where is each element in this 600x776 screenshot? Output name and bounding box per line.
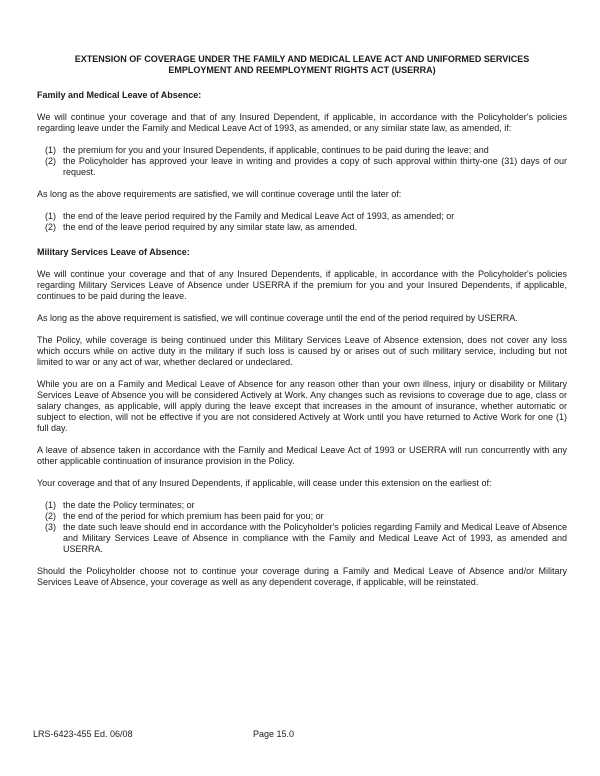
reinstated-paragraph: Should the Policyholder choose not to continue your coverage during a Family and Medical Leave of Absence and/or Military Services Leave of Absence, your coverage as well as any dependent coverage, if applicable, will be reinstated. <box>37 566 567 587</box>
cease-intro-paragraph: Your coverage and that of any Insured Dependents, if applicable, will cease under this extension on the earliest of: <box>37 478 492 488</box>
list-item-number: (1) <box>45 500 56 510</box>
list-item-number: (3) <box>45 522 56 532</box>
list-item-text: the premium for you and your Insured Dependents, if applicable, continues to be paid during the leave; and <box>63 145 489 155</box>
actively-at-work-paragraph: While you are on a Family and Medical Leave of Absence for any reason other than your own illness, injury or disability or Military Services Leave of Absence you will be considered Actively at Work. Any changes such as revisions to coverage due to age, class or salary changes, as applicable, will apply during the leave except that increases in the amount of insurance, whether automatic or subject to election, will not be effective if you are not considered Actively at Work until you have returned to Active Work for one (1) full day. <box>37 379 567 433</box>
list-item-number: (2) <box>45 156 56 166</box>
military-requirement-paragraph: As long as the above requirement is satisfied, we will continue coverage until the end of the period required by USERRA. <box>37 313 518 323</box>
list-item-number: (2) <box>45 222 56 232</box>
list-item-text: the date the Policy terminates; or <box>63 500 195 510</box>
concurrent-leave-paragraph: A leave of absence taken in accordance with the Family and Medical Leave Act of 1993 or USERRA will run concurrently with any other applicable continuation of insurance provision in the Policy. <box>37 445 567 466</box>
list-item <box>45 222 567 233</box>
footer-page-number: Page 15.0 <box>253 729 295 739</box>
document-title <box>37 54 567 76</box>
cease-conditions-list <box>37 500 567 555</box>
list-item <box>45 145 567 156</box>
list-item <box>45 211 567 222</box>
document-title-line-2: EMPLOYMENT AND REEMPLOYMENT RIGHTS ACT (USERRA) <box>168 65 436 75</box>
list-item-text: the Policyholder has approved your leave in writing and provides a copy of such approval within thirty-one (31) days of our request. <box>63 156 567 177</box>
document-title-line-1: EXTENSION OF COVERAGE UNDER THE FAMILY AND MEDICAL LEAVE ACT AND UNIFORMED SERVICES <box>74 54 530 64</box>
fmla-requirements-paragraph: As long as the above requirements are satisfied, we will continue coverage until the later of: <box>37 189 402 199</box>
footer-form-number: LRS-6423-455 Ed. 06/08 <box>33 729 133 739</box>
military-intro-paragraph: We will continue your coverage and that of any Insured Dependents, if applicable, in accordance with the Policyholder's policies regarding Military Services Leave of Absence under USERRA if the premium for you and your Insured Dependents, if applicable, continues to be paid during the leave. <box>37 269 567 301</box>
list-item-text: the end of the leave period required by the Family and Medical Leave Act of 1993, as amended; or <box>63 211 455 221</box>
list-item <box>45 500 567 511</box>
list-item-number: (1) <box>45 211 56 221</box>
page-footer <box>0 729 600 740</box>
list-item-number: (1) <box>45 145 56 155</box>
fmla-conditions-list <box>37 145 567 178</box>
list-item-text: the end of the period for which premium has been paid for you; or <box>63 511 324 521</box>
list-item-number: (2) <box>45 511 56 521</box>
list-item-text: the date such leave should end in accordance with the Policyholder's policies regarding Family and Medical Leave of Absence and Military Services Leave of Absence in compliance with the Family and Medical Leave Act of 1993, as amended and USERRA. <box>63 522 567 554</box>
list-item <box>45 156 567 178</box>
section-heading-military: Military Services Leave of Absence: <box>37 247 190 257</box>
list-item <box>45 522 567 555</box>
list-item-text: the end of the leave period required by any similar state law, as amended. <box>63 222 358 232</box>
list-item <box>45 511 567 522</box>
section-heading-fmla: Family and Medical Leave of Absence: <box>37 90 202 100</box>
fmla-later-of-list <box>37 211 567 233</box>
fmla-intro-paragraph: We will continue your coverage and that of any Insured Dependent, if applicable, in accordance with the Policyholder's policies regarding leave under the Family and Medical Leave Act of 1993, as amended, or any similar state law, as amended, if: <box>37 112 567 133</box>
military-exclusion-paragraph: The Policy, while coverage is being continued under this Military Services Leave of Absence extension, does not cover any loss which occurs while on active duty in the military if such loss is caused by or arises out of such military service, including but not limited to war or any act of war, whether declared or undeclared. <box>37 335 567 367</box>
